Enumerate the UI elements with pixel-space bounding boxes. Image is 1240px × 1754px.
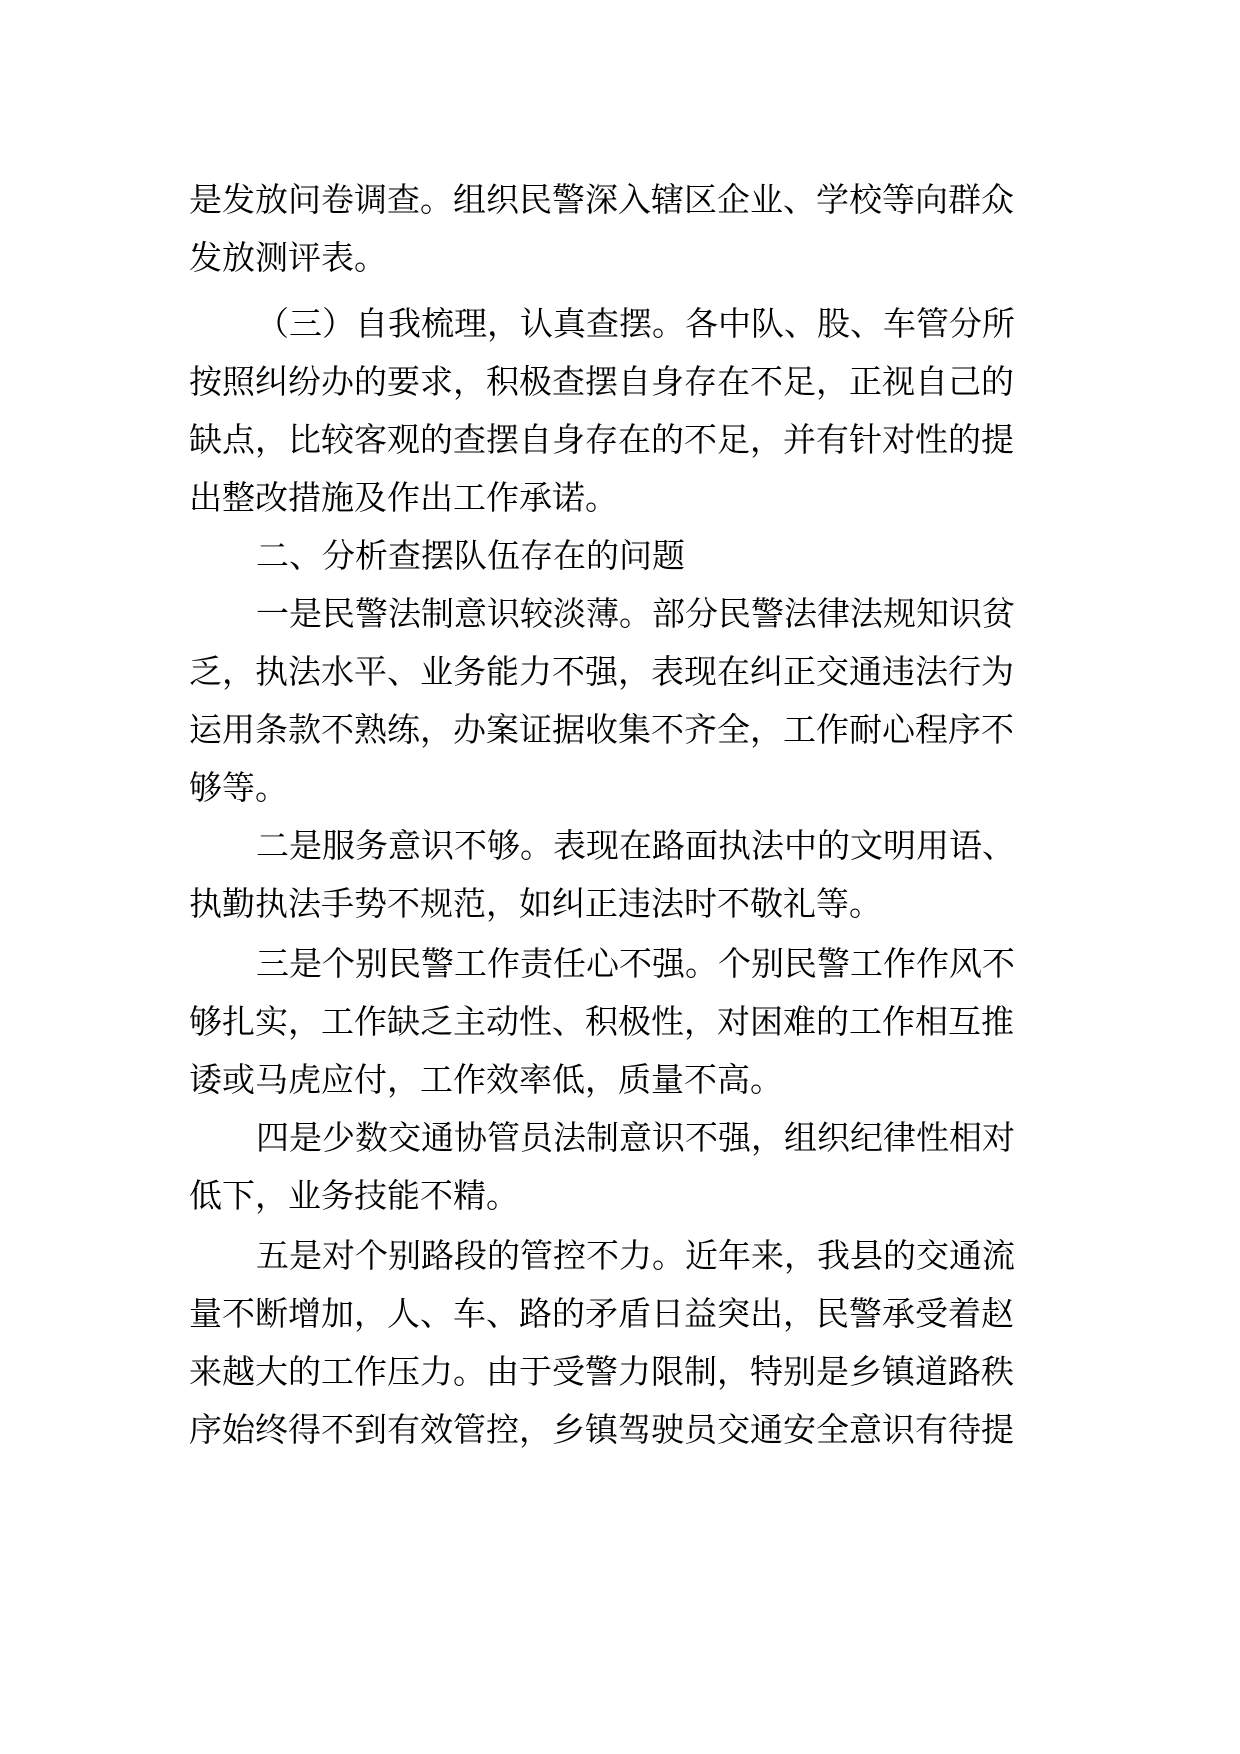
text-line: 够扎实，工作缺乏主动性、积极性，对困难的工作相互推 bbox=[189, 1002, 1014, 1041]
text-line: 是发放问卷调查。组织民警深入辖区企业、学校等向群众 bbox=[189, 180, 1014, 219]
text-line: 出整改措施及作出工作承诺。 bbox=[189, 478, 618, 517]
text-line: 序始终得不到有效管控，乡镇驾驶员交通安全意识有待提 bbox=[189, 1410, 1014, 1449]
section-heading-two: 二、分析查摆队伍存在的问题 bbox=[256, 536, 685, 575]
paragraph-start: 一是民警法制意识较淡薄。部分民警法律法规知识贫 bbox=[256, 594, 1015, 633]
text-line: 按照纠纷办的要求，积极查摆自身存在不足，正视自己的 bbox=[189, 362, 1014, 401]
paragraph-start: 五是对个别路段的管控不力。近年来，我县的交通流 bbox=[256, 1236, 1015, 1275]
paragraph-start: 三是个别民警工作责任心不强。个别民警工作作风不 bbox=[256, 944, 1015, 983]
text-line: 量不断增加，人、车、路的矛盾日益突出，民警承受着赵 bbox=[189, 1294, 1014, 1333]
text-line: 缺点，比较客观的查摆自身存在的不足，并有针对性的提 bbox=[189, 420, 1014, 459]
text-line: 低下，业务技能不精。 bbox=[189, 1176, 519, 1215]
paragraph-start: 四是少数交通协管员法制意识不强，组织纪律性相对 bbox=[256, 1118, 1015, 1157]
text-line: 执勤执法手势不规范，如纠正违法时不敬礼等。 bbox=[189, 884, 882, 923]
text-line: 乏，执法水平、业务能力不强，表现在纠正交通违法行为 bbox=[189, 652, 1014, 691]
text-line: 发放测评表。 bbox=[189, 238, 387, 277]
text-line: 来越大的工作压力。由于受警力限制，特别是乡镇道路秩 bbox=[189, 1352, 1014, 1391]
text-line: 运用条款不熟练，办案证据收集不齐全，工作耐心程序不 bbox=[189, 710, 1014, 749]
text-line: 诿或马虎应付，工作效率低，质量不高。 bbox=[189, 1060, 783, 1099]
text-line: 够等。 bbox=[189, 768, 288, 807]
paragraph-start: 二是服务意识不够。表现在路面执法中的文明用语、 bbox=[256, 826, 1015, 865]
section-heading-three: （三）自我梳理，认真查摆。各中队、股、车管分所 bbox=[256, 304, 1015, 343]
